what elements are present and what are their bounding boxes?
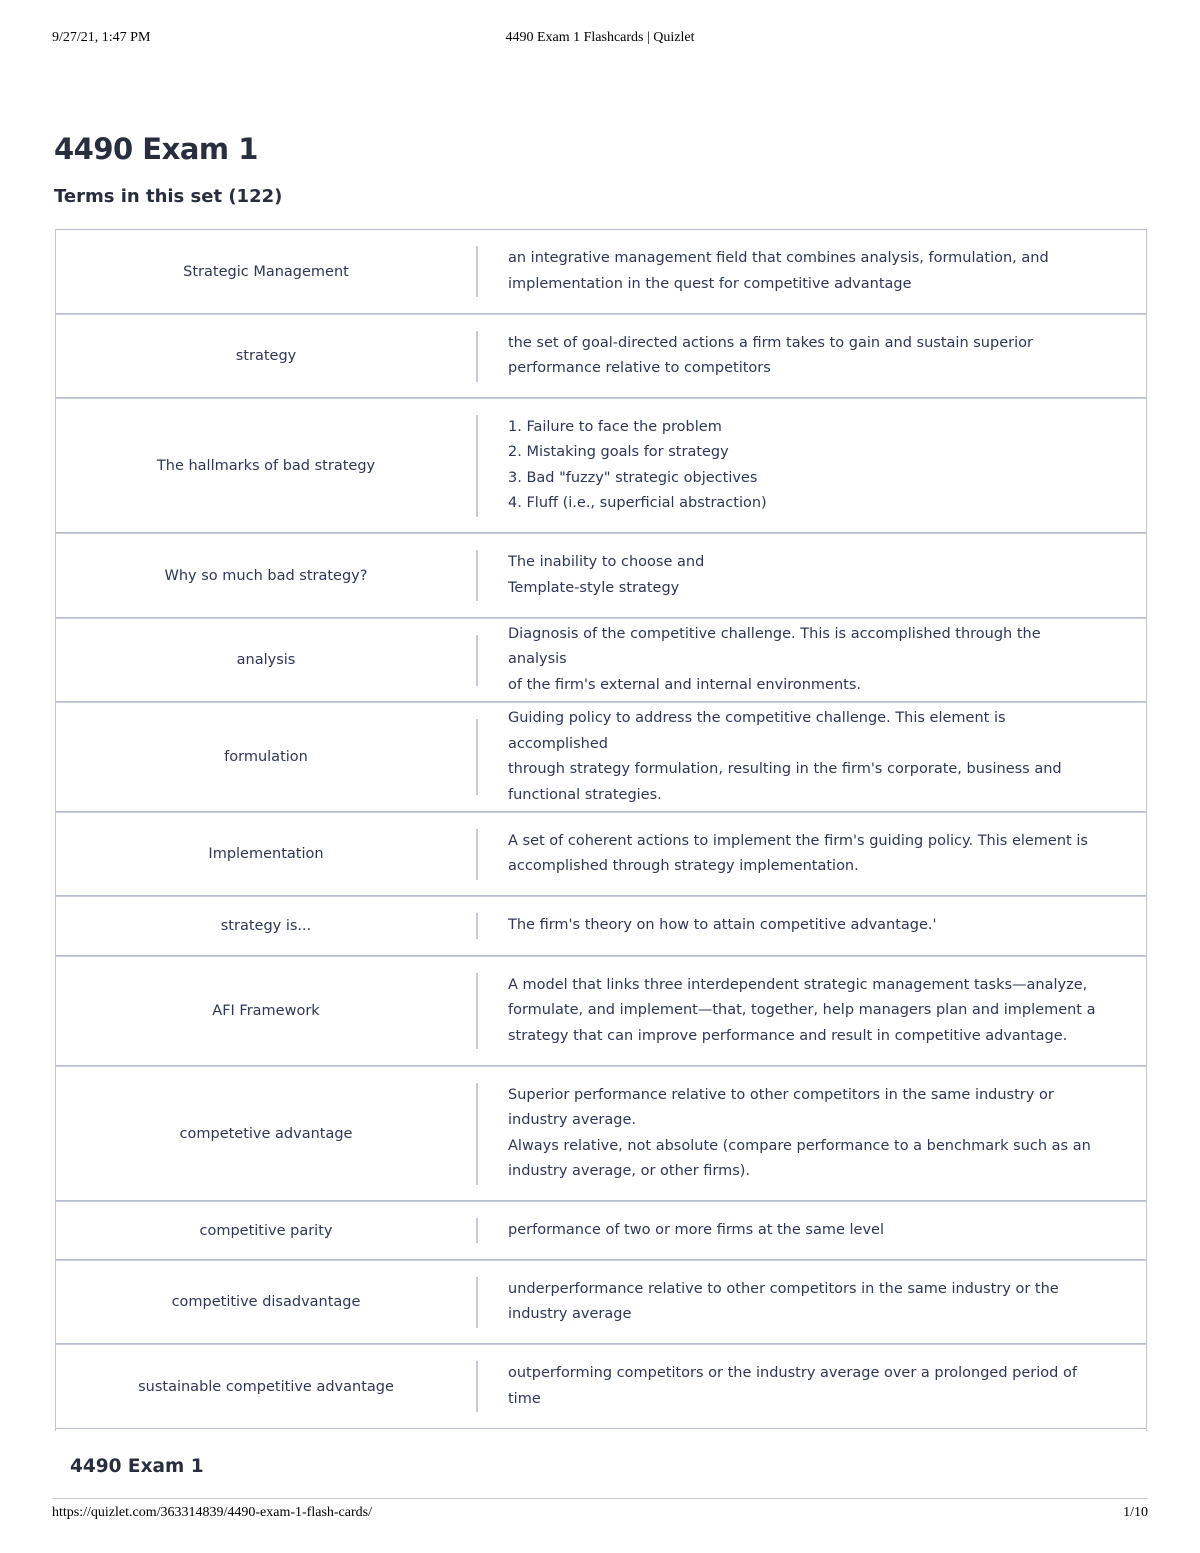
definition-line: Diagnosis of the competitive challenge. This is accomplished through the analysis — [508, 625, 1041, 668]
flashcard-term: AFI Framework — [212, 1003, 320, 1019]
flashcard-row — [56, 398, 1146, 533]
print-footer — [52, 1505, 1148, 1525]
definition-line: accomplished through strategy implementation. — [508, 858, 859, 874]
print-url: https://quizlet.com/363314839/4490-exam-1-flash-cards/ — [52, 1505, 372, 1520]
definition-line: implementation in the quest for competitive advantage — [508, 275, 912, 292]
flashcard-definition — [478, 973, 1146, 1050]
flashcard-term: sustainable competitive advantage — [138, 1378, 394, 1395]
page-number: 1/10 — [1123, 1505, 1148, 1520]
flashcard-row — [56, 812, 1146, 896]
flashcard-definition — [478, 913, 1146, 939]
definition-line: A set of coherent actions to implement the firm's guiding policy. This element is — [508, 832, 1088, 849]
definition-line: an integrative management field that combines analysis, formulation, and — [508, 250, 1049, 266]
print-page-title: 4490 Exam 1 Flashcards | Quizlet — [505, 30, 695, 45]
definition-line: of the firm's external and internal environments. — [508, 676, 862, 693]
flashcard-term: analysis — [236, 652, 296, 668]
flashcard-term: competitive disadvantage — [171, 1294, 361, 1310]
flashcard-definition — [478, 1218, 1146, 1244]
print-header — [52, 30, 1148, 50]
flashcard-term: Strategic Management — [183, 263, 349, 280]
flashcard-definition — [478, 1361, 1146, 1412]
flashcard-definition — [478, 706, 1146, 808]
set-title: 4490 Exam 1 — [54, 132, 258, 166]
flashcard-list — [55, 229, 1147, 1431]
definition-line: 1. Failure to face the problem — [508, 418, 722, 435]
definition-line: Always relative, not absolute (compare performance to a benchmark such as an — [508, 1137, 1091, 1154]
flashcard-term: formulation — [224, 749, 308, 765]
flashcard-row — [56, 896, 1146, 956]
definition-line: Template-style strategy — [508, 579, 680, 596]
definition-line: time — [508, 1390, 541, 1407]
definition-line: The inability to choose and — [508, 554, 705, 570]
definition-line: performance of two or more firms at the same level — [508, 1221, 884, 1238]
flashcard-definition — [478, 1277, 1146, 1328]
flashcard-row — [56, 1260, 1146, 1344]
definition-line: 4. Fluff (i.e., superficial abstraction) — [508, 495, 767, 511]
definition-line: industry average. — [508, 1112, 636, 1128]
definition-line: industry average — [508, 1306, 632, 1322]
flashcard-definition — [478, 622, 1146, 699]
definition-line: industry average, or other firms). — [508, 1163, 751, 1179]
definition-line: 2. Mistaking goals for strategy — [508, 444, 729, 460]
flashcard-definition — [478, 331, 1146, 382]
definition-line: performance relative to competitors — [508, 360, 771, 376]
definition-line: underperformance relative to other competitors in the same industry or the — [508, 1280, 1059, 1297]
definition-line: strategy that can improve performance and result in competitive advantage. — [508, 1027, 1068, 1044]
terms-heading: Terms in this set (122) — [54, 186, 283, 207]
flashcard-row — [56, 956, 1146, 1066]
flashcard-term: The hallmarks of bad strategy — [156, 457, 376, 474]
flashcard-term: Implementation — [208, 846, 324, 862]
flashcard-term: competetive advantage — [179, 1125, 353, 1142]
flashcard-definition — [478, 415, 1146, 517]
flashcard-row — [56, 1344, 1146, 1429]
definition-line: 3. Bad "fuzzy" strategic objectives — [508, 469, 758, 486]
definition-line: A model that links three interdependent strategic management tasks—analyze, — [508, 976, 1088, 993]
definition-line: outperforming competitors or the industry average over a prolonged period of — [508, 1365, 1077, 1381]
definition-line: formulate, and implement—that, together, help managers plan and implement a — [508, 1002, 1096, 1019]
flashcard-term: strategy — [235, 348, 297, 364]
flashcard-term: Why so much bad strategy? — [164, 567, 368, 584]
flashcard-definition — [478, 829, 1146, 880]
flashcard-row — [56, 702, 1146, 812]
footer-divider — [52, 1498, 1148, 1499]
flashcard-row — [56, 533, 1146, 618]
definition-line: The firm's theory on how to attain competitive advantage.' — [508, 917, 937, 934]
flashcard-definition — [478, 550, 1146, 601]
definition-line: Guiding policy to address the competitive challenge. This element is accomplished — [508, 710, 1006, 752]
footer-set-title: 4490 Exam 1 — [70, 1456, 204, 1477]
flashcard-term: strategy is... — [220, 918, 312, 934]
flashcard-definition — [478, 1083, 1146, 1185]
flashcard-definition — [478, 246, 1146, 297]
flashcard-row — [56, 618, 1146, 702]
flashcard-row — [56, 1201, 1146, 1260]
flashcard-row — [56, 1066, 1146, 1201]
flashcard-term: competitive parity — [199, 1222, 333, 1239]
definition-line: through strategy formulation, resulting in the firm's corporate, business and — [508, 761, 1062, 777]
print-date: 9/27/21, 1:47 PM — [52, 30, 151, 45]
definition-line: Superior performance relative to other competitors in the same industry or — [508, 1086, 1054, 1103]
definition-line: the set of goal-directed actions a firm takes to gain and sustain superior — [508, 334, 1033, 351]
flashcard-row — [56, 229, 1146, 314]
definition-line: functional strategies. — [508, 786, 662, 803]
flashcard-row — [56, 314, 1146, 398]
